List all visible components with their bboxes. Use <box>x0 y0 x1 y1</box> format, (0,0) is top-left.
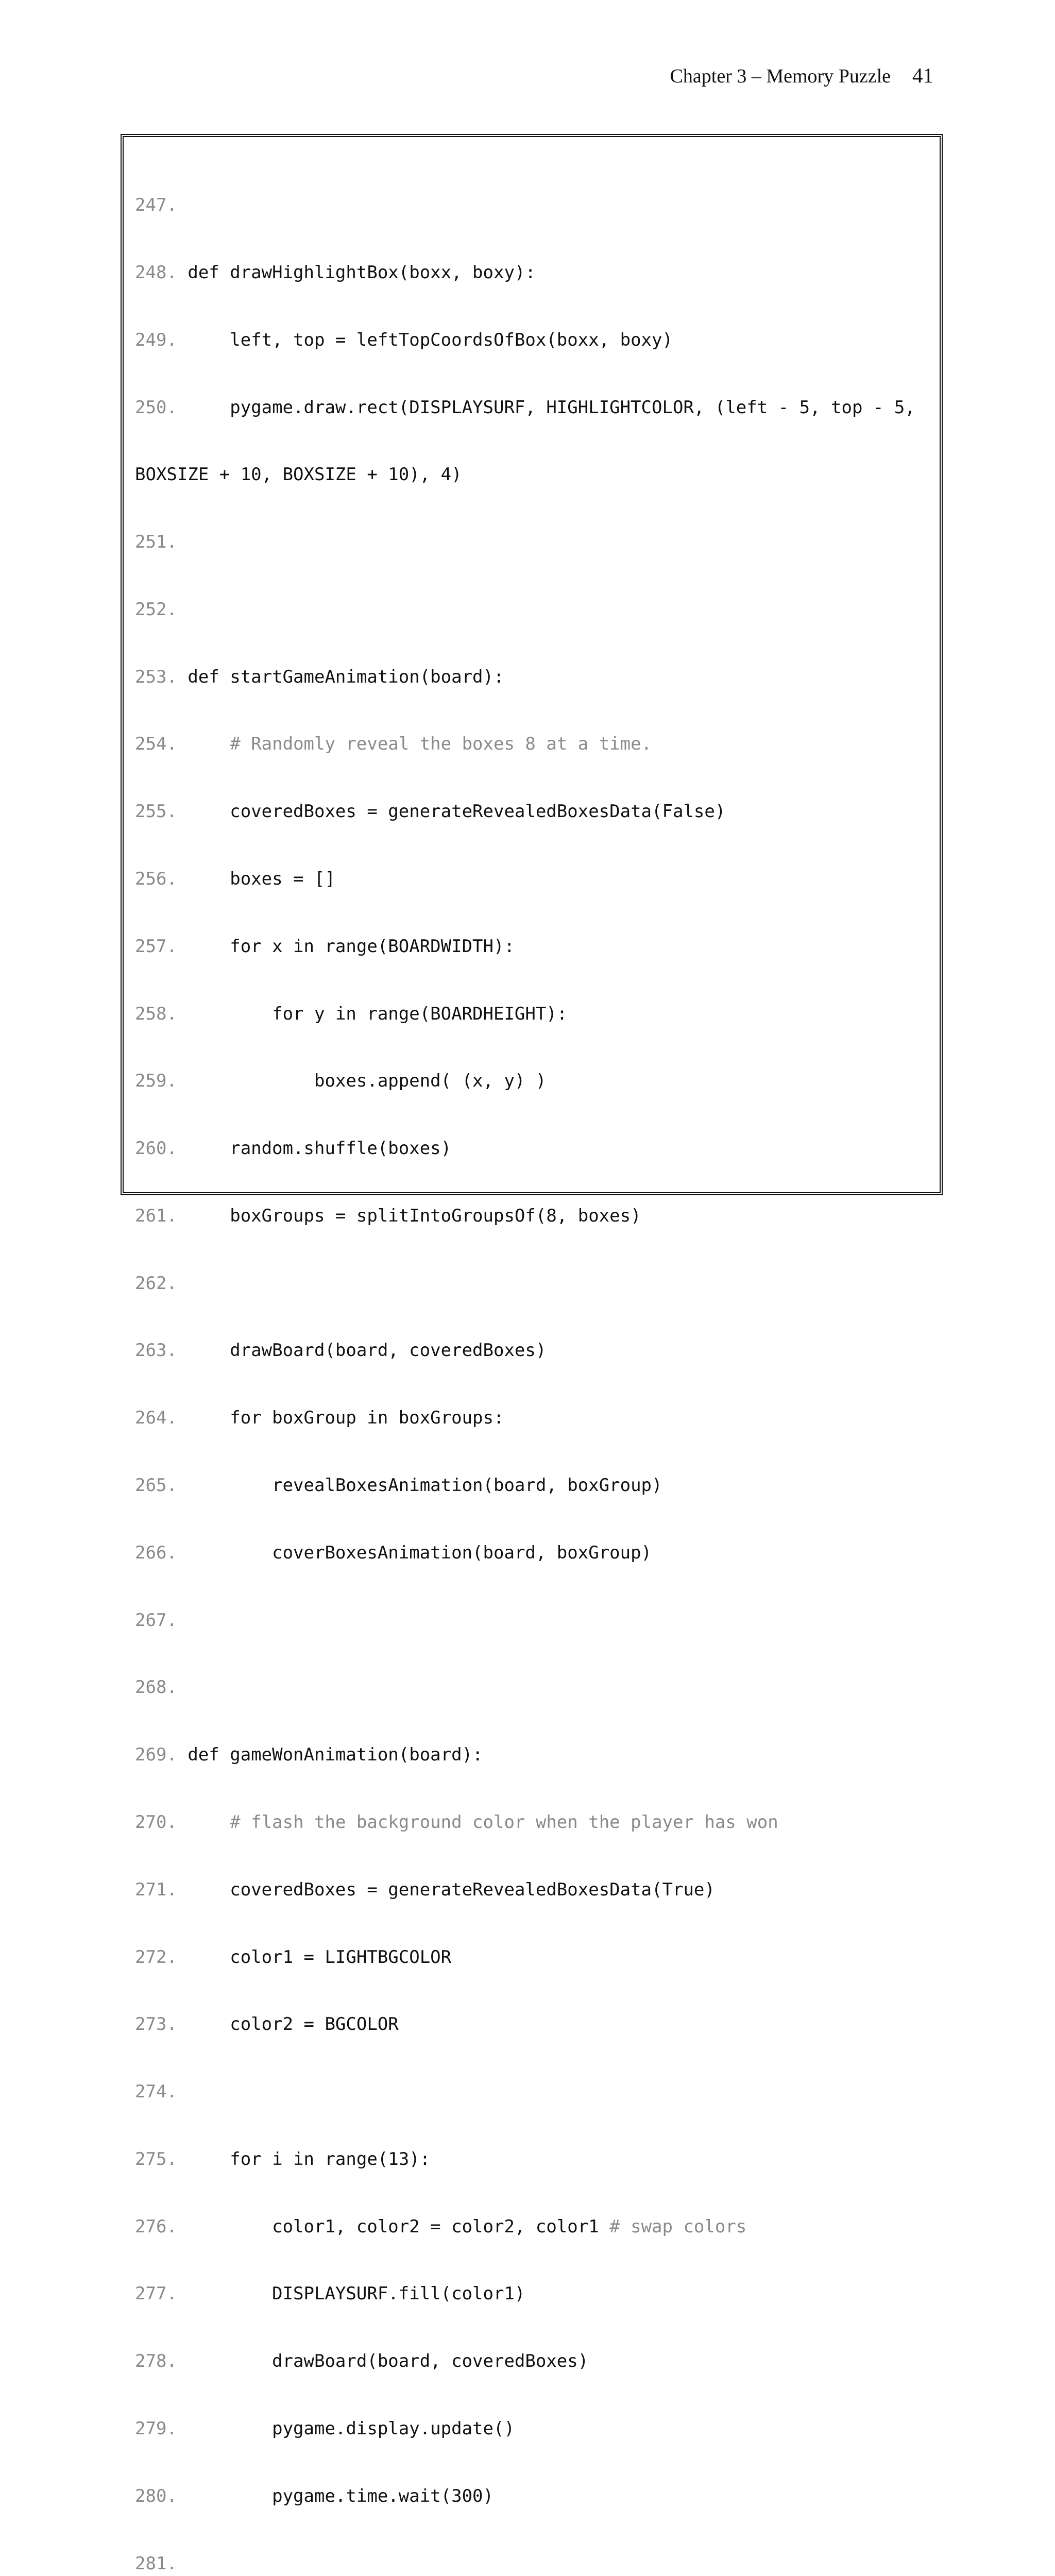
code-line <box>135 194 937 217</box>
code-text: drawBoard(board, coveredBoxes) <box>177 2351 589 2372</box>
code-line <box>135 1407 937 1430</box>
code-line <box>135 666 937 689</box>
line-number: 248. <box>135 262 177 283</box>
code-line <box>135 2216 937 2239</box>
code-text: def startGameAnimation(board): <box>177 666 504 687</box>
line-number: 255. <box>135 801 177 822</box>
line-number: 277. <box>135 2283 177 2304</box>
line-number: 251. <box>135 532 177 553</box>
code-line <box>135 2553 937 2575</box>
code-text: coveredBoxes = generateRevealedBoxesData(True) <box>177 1879 715 1900</box>
line-number: 250. <box>135 397 177 418</box>
code-line <box>135 1609 937 1632</box>
line-number: 249. <box>135 329 177 350</box>
line-number: 263. <box>135 1340 177 1361</box>
code-line <box>135 2283 937 2306</box>
code-text: pygame.display.update() <box>177 2418 515 2439</box>
code-line <box>135 1946 937 1969</box>
code-text: def drawHighlightBox(boxx, boxy): <box>177 262 536 283</box>
code-line <box>135 1811 937 1834</box>
code-line-continuation <box>135 464 937 486</box>
code-text: coverBoxesAnimation(board, boxGroup) <box>177 1542 652 1563</box>
code-line <box>135 262 937 284</box>
code-line <box>135 1273 937 1295</box>
code-text: revealBoxesAnimation(board, boxGroup) <box>177 1475 662 1496</box>
code-text: for x in range(BOARDWIDTH): <box>177 936 515 957</box>
line-number: 278. <box>135 2351 177 2372</box>
code-text <box>177 734 230 754</box>
code-text: def gameWonAnimation(board): <box>177 1744 483 1766</box>
code-text: DISPLAYSURF.fill(color1) <box>177 2283 525 2304</box>
code-text: drawBoard(board, coveredBoxes) <box>177 1340 547 1361</box>
code-line <box>135 2485 937 2508</box>
code-text: boxGroups = splitIntoGroupsOf(8, boxes) <box>177 1205 641 1226</box>
code-line <box>135 1879 937 1902</box>
code-text: coveredBoxes = generateRevealedBoxesData(False) <box>177 801 726 822</box>
code-line <box>135 2148 937 2171</box>
code-line <box>135 2081 937 2104</box>
line-number: 267. <box>135 1609 177 1631</box>
code-text <box>177 1812 230 1833</box>
line-number: 262. <box>135 1273 177 1294</box>
line-number: 274. <box>135 2081 177 2103</box>
line-number: 266. <box>135 1542 177 1563</box>
code-text: boxes = [] <box>177 869 335 889</box>
code-listing-box <box>121 134 943 2574</box>
page-header <box>670 65 933 86</box>
line-number: 269. <box>135 1744 177 1766</box>
code-line <box>135 2350 937 2373</box>
line-number: 281. <box>135 2553 177 2574</box>
line-number: 272. <box>135 1946 177 1968</box>
line-number: 280. <box>135 2485 177 2506</box>
code-line <box>135 2418 937 2441</box>
code-line <box>135 531 937 554</box>
line-number: 257. <box>135 936 177 957</box>
code-line <box>135 868 937 891</box>
code-line <box>135 1542 937 1565</box>
code-line <box>135 329 937 352</box>
code-comment: # Randomly reveal the boxes 8 at a time. <box>230 734 652 755</box>
code-line <box>135 733 937 756</box>
code-line <box>135 1070 937 1093</box>
line-number: 253. <box>135 666 177 687</box>
code-text: for boxGroup in boxGroups: <box>177 1408 504 1429</box>
chapter-title: Chapter 3 – Memory Puzzle <box>670 65 891 87</box>
code-line <box>135 801 937 823</box>
code-line <box>135 599 937 621</box>
code-text: BOXSIZE + 10, BOXSIZE + 10), 4) <box>135 464 462 485</box>
code-text: boxes.append( (x, y) ) <box>177 1071 547 1092</box>
line-number: 261. <box>135 1205 177 1226</box>
code-text: for i in range(13): <box>177 2148 431 2170</box>
line-number: 258. <box>135 1003 177 1024</box>
line-number: 270. <box>135 1811 177 1833</box>
line-number: 268. <box>135 1677 177 1698</box>
line-number: 252. <box>135 599 177 620</box>
line-number: 276. <box>135 2216 177 2237</box>
line-number: 271. <box>135 1879 177 1900</box>
code-text: pygame.time.wait(300) <box>177 2485 494 2506</box>
code-text: random.shuffle(boxes) <box>177 1138 452 1159</box>
code-line <box>135 1205 937 1228</box>
line-number: 264. <box>135 1408 177 1429</box>
line-number: 279. <box>135 2418 177 2439</box>
line-number: 254. <box>135 734 177 755</box>
line-number: 273. <box>135 2014 177 2035</box>
line-number: 265. <box>135 1475 177 1496</box>
line-number: 256. <box>135 869 177 889</box>
code-line <box>135 1138 937 1160</box>
code-text: color1 = LIGHTBGCOLOR <box>177 1946 452 1968</box>
code-comment: # flash the background color when the player has won <box>230 1811 778 1833</box>
code-text: left, top = leftTopCoordsOfBox(boxx, boxy) <box>177 329 673 350</box>
line-number: 260. <box>135 1138 177 1159</box>
code-text: pygame.draw.rect(DISPLAYSURF, HIGHLIGHTCOLOR, (left - 5, top - 5, <box>177 397 915 418</box>
code-text: for y in range(BOARDHEIGHT): <box>177 1003 568 1024</box>
code-text: color2 = BGCOLOR <box>177 2014 399 2035</box>
line-number: 275. <box>135 2148 177 2170</box>
code-line <box>135 397 937 419</box>
code-line <box>135 1475 937 1497</box>
code-line <box>135 1676 937 1699</box>
code-text: color1, color2 = color2, color1 <box>177 2216 610 2237</box>
code-line <box>135 1744 937 1767</box>
code-line <box>135 1003 937 1026</box>
code-comment: # swap colors <box>609 2216 747 2237</box>
line-number: 259. <box>135 1071 177 1092</box>
code-line <box>135 1340 937 1362</box>
code-line <box>135 2013 937 2036</box>
line-number: 247. <box>135 195 177 216</box>
code-listing <box>135 149 937 2576</box>
page-number: 41 <box>912 63 933 87</box>
code-line <box>135 936 937 958</box>
